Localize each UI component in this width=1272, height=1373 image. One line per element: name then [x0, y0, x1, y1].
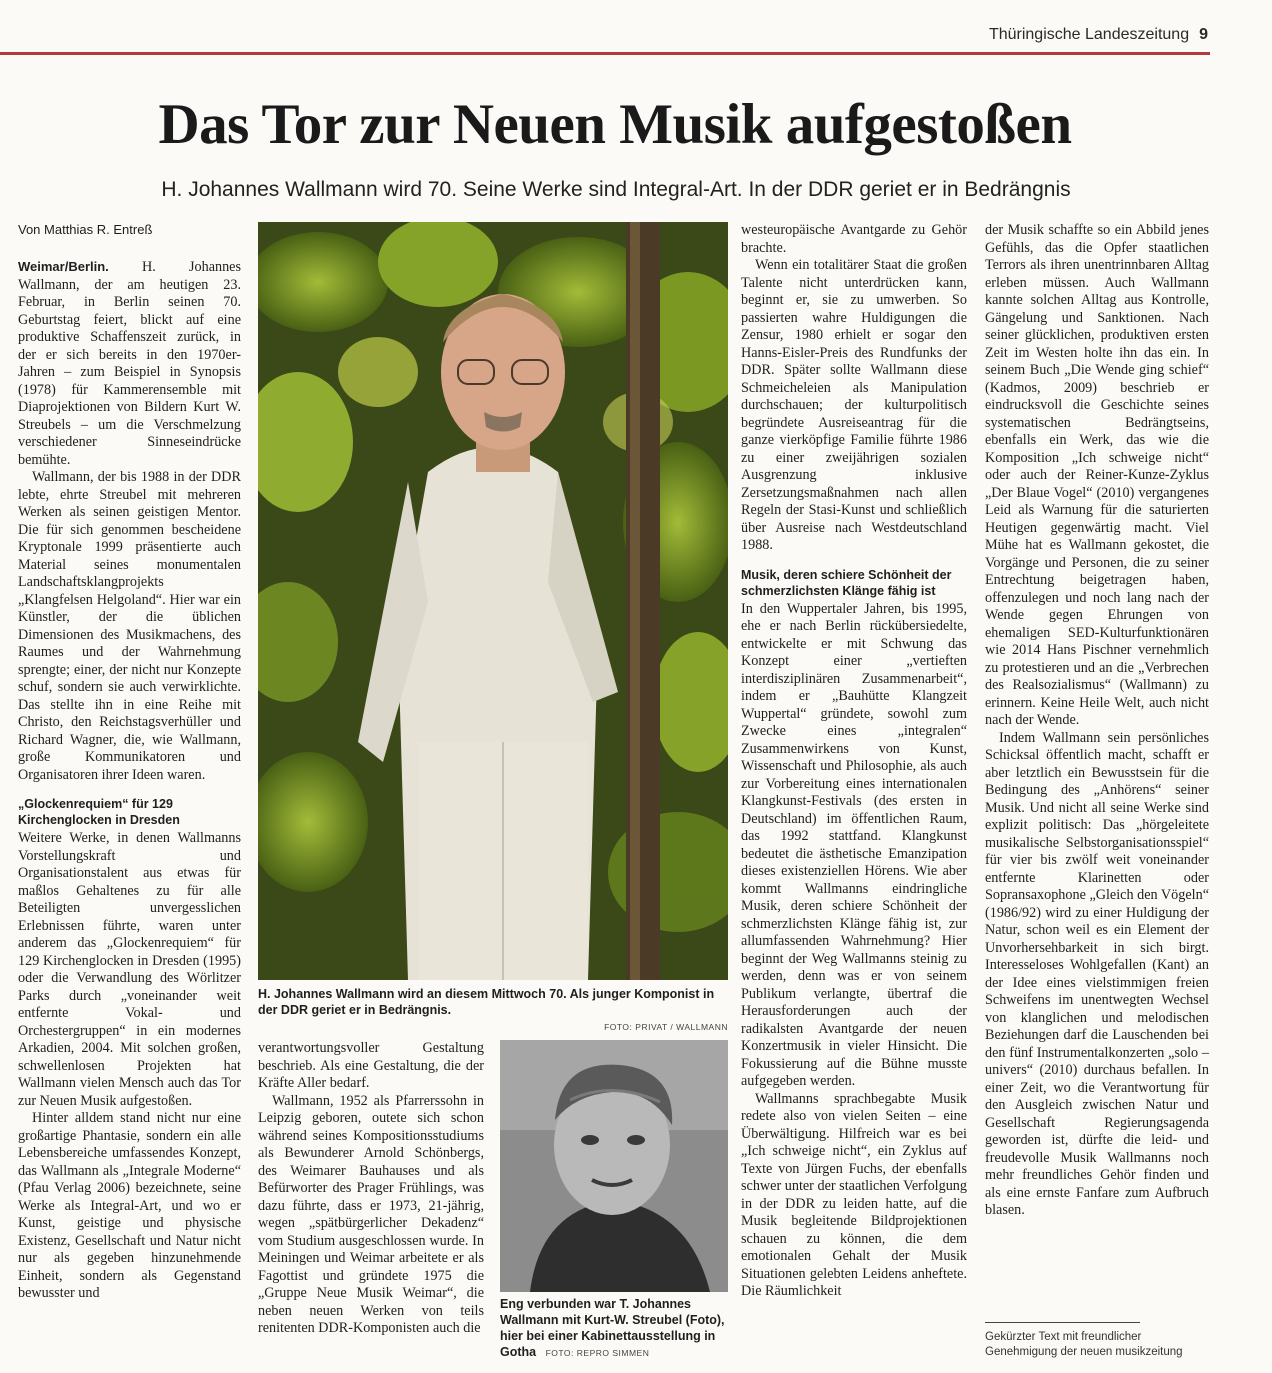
caption-text: Eng verbunden war T. Johannes Wallmann mit Kurt-W. Streubel (Foto), hier bei einer Kabinettausstellung in Gotha [500, 1297, 725, 1359]
paragraph: Wenn ein totalitärer Staat die großen Talente nicht unterdrücken kann, beginnt er, sie zu umwerben. So passierten wahre Huldigungen die Zensur, 1980 erhielt er sogar den Hanns-Eisler-Preis des Rundfunks der DDR. Später sollte Wallmann diese Schmeicheleien als Manipulation durchschauen; der kulturpolitisch begründete Ausreiseantrag für die ganze vierköpfige Familie führte 1986 zu einer zweijährigen sozialen Ausgrenzung inklusive Zersetzungsmaßnahmen nach allen Regeln der Stasi-Kunst und schließlich über Ausreise nach Westdeutschland 1988. [741, 257, 967, 553]
column-2 [258, 1040, 484, 1338]
streubel-photo-caption [500, 1296, 728, 1361]
main-photo [258, 222, 728, 980]
paragraph: Indem Wallmann sein persönliches Schicksal öffentlich macht, schafft er aber letztlich ein Bewusstsein für die Bedingung des „Anhörens“ seiner Musik. Und nicht all seine Werke sind explizit politisch: Das „hörgeleitete musikalische Selbstorganisationsspiel“ für vier bis zwölf weit voneinander entfernte Klarinetten oder Sopransaxophone „Gleich den Vögeln“ (1986/92) wird zu einer Huldigung der Natur, schon weil es ein Element der Unvorhersehbarkeit in sich birgt. Interesseloses Wohlgefallen (Kant) an der Idee eines vielstimmigen freien Schweifens im unentwegten Wechsel von klanglichen und melodischen Beziehungen darf die Lauschenden bei den fünf Instrumentalkonzerten „solo – univers“ (2010) durchaus befallen. In einer Zeit, wo die Verantwortung für den Ausgleich zwischen Natur und Gesellschaft Regierungsagenda geworden ist, dürfte die leid- und freudevolle Musik Wallmanns noch mehr freundliches Gehör finden und als eine ernste Fanfare zum Aufbruch blasen. [985, 729, 1209, 1218]
headline: Das Tor zur Neuen Musik aufgestoßen [158, 93, 1072, 156]
streubel-photo [500, 1040, 728, 1292]
column-1 [18, 258, 241, 1303]
newspaper-name [989, 26, 1208, 44]
photo-credit: FOTO: REPRO SIMMEN [545, 1348, 650, 1358]
paragraph: Wallmann, 1952 als Pfarrerssohn in Leipzig geboren, outete sich schon während seines Kompositionsstudiums als Bewunderer Arnold Schönbergs, des Weimarer Bauhauses und als Befürworter des Prager Frühlings, was dazu führte, dass er 1973, 21-jährig, wegen „spätbürgerlicher Dekadenz“ vom Studium ausgeschlossen wurde. In Meiningen und Weimar arbeitete er als Fagottist und gründete 1975 die „Gruppe Neue Musik Weimar“, die neben neuen Werken von teils renitenten DDR-Komponisten auch die [258, 1092, 484, 1336]
paragraph: Weitere Werke, in denen Wallmanns Vorstellungskraft und Organisationstalent aus etwas für maßlos Gehaltenes zu für alle Beteiligten unvergesslichen Erlebnissen führte, waren unter anderem das „Glockenrequiem“ für 129 Kirchenglocken in Dresden (1995) oder die Verwandlung des Wörlitzer Parks durch „voneinander weit entfernte Vokal- und Orchestergruppen“ in ein modernes Arkadien, 2004. Mit solchen großen, schwellenlosen Projekten hat Wallmann vielen Mensch auch das Tor zur Neuen Musik aufgestoßen. [18, 830, 241, 1109]
dateline: Weimar/Berlin. [18, 259, 109, 274]
subheadline: H. Johannes Wallmann wird 70. Seine Werke sind Integral-Art. In der DDR geriet er in Bedrängnis [161, 178, 1071, 201]
portrait-illustration [258, 222, 728, 980]
section-subheading: Musik, deren schiere Schönheit der schmerzlichsten Klänge fähig ist [741, 567, 952, 598]
paragraph: Hinter alldem stand nicht nur eine großartige Phantasie, sondern ein alle Lebensbereiche umfassendes Konzept, das Wallmann als „Integrale Moderne“ (Pfau Verlag 2006) bezeichnete, seine Werke als Integral-Art, und wo er Kunst, geistige und physische Existenz, Gesellschaft und Natur nicht nur als gegeben hinzunehmende Einheit, sondern als Gegenstand bewusster und [18, 1110, 241, 1301]
paragraph: Wallmann, der bis 1988 in der DDR lebte, ehrte Streubel mit mehreren Werken als seinen geistigen Mentor. Die für sich genommen bescheidene Kryptonale 1999 präsentierte auch Material seines monumentalen Landschaftsklangprojekts „Klangfelsen Helgoland“. Hier war ein Künstler, der die üblichen Dimensionen des Musikmachens, des Raumes und der Wahrnehmung sprengte; einer, der nicht nur Konzepte schuf, sondern sie auch verwirklichte. Das stellte ihn in eine Reihe mit Christo, den Reichstagsverhüller und Richard Wagner, die, wie Wallmann, große Kommunikatoren und Organisatoren ihrer Ideen waren. [18, 469, 241, 783]
photo-credit: FOTO: PRIVAT / WALLMANN [604, 1022, 728, 1032]
top-edge [0, 0, 1210, 6]
byline: Von Matthias R. Entreß [18, 222, 153, 237]
paragraph: westeuropäische Avantgarde zu Gehör brachte. [741, 222, 967, 256]
paragraph: verantwortungsvoller Gestaltung beschrieb. Als eine Gestaltung, die der Kräfte Aller bedarf. [258, 1040, 484, 1091]
caption-text: H. Johannes Wallmann wird an diesem Mittwoch 70. Als junger Komponist in der DDR geriet er in Bedrängnis. [258, 987, 715, 1017]
main-photo-caption [258, 986, 728, 1035]
paragraph: In den Wuppertaler Jahren, bis 1995, ehe er nach Berlin rückübersiedelte, entwickelte er mit Schwung das Konzept einer „vertieften interdisziplinären Zusammenarbeit“, indem er „Bauhütte Klangzeit Wuppertal“ gründete, sowohl zum Zwecke eines „integralen“ Zusammenwirkens von Kunst, Wissenschaft und Philosophie, als auch zur Vorbereitung eines internationalen Klangkunst-Festivals (des ersten in Deutschland) im öffentlichen Raum, das 1992 stattfand. Klangkunst bedeutet die ästhetische Emanzipation dieses existenziellen Hörens. Wie aber kommt Wallmanns eindringliche Musik, deren schiere Schönheit der schmerzlichsten Klänge fähig ist, zur allumfassenden Wahrnehmung? Hier beginnt der Weg Wallmanns steinig zu werden, denn was er von seinem Publikum verlangte, übertraf die Herausforderungen auch der radikalsten Avantgarde der neuen Konzertmusik in vieler Hinsicht. Die Fokussierung auf die Bühne musste aufgegeben werden. [741, 600, 967, 1089]
page-number: 9 [1199, 26, 1208, 43]
header-rule [0, 52, 1210, 55]
paragraph [18, 258, 241, 469]
paragraph: der Musik schaffte so ein Abbild jenes Gefühls, das die Opfer staatlichen Terrors als ihren unentrinnbaren Alltag erleben müssen. Auch Wallmann kannte solchen Alltag aus Kontrolle, Gängelung und Sanktionen. Nach seiner glücklichen, produktiven ersten Zeit im Westen holte ihn das ein. In seinem Buch „Die Wende ging schief“ (Kadmos, 2009) beschrieb er eindrucksvoll die Geschichte seines systematischen Bedrängtseins, ebenfalls ein Werk, das wie die Komposition „Ich schweige nicht“ oder auch der Reiner-Kunze-Zyklus „Der Blaue Vogel“ (2010) vergangenes Leid als Warnung für die saturierten Heutigen gegenwärtig macht. Viel Mühe hat es Wallmann gekostet, die Vorgänge und Personen, die zu seiner Entrechtung beigetragen haben, offenzulegen und noch lang nach der Wende gegen Ehrungen von ehemaligen SED-Kulturfunktionären wie 2014 Hans Pischner vernehmlich zu protestieren und an die „Verbrechen des Realsozialismus“ (Wallmann) zu erinnern. Keine Heile Welt, auch nicht nach der Wende. [985, 222, 1209, 728]
paragraph-text: H. Johannes Wallmann, der am heutigen 23. Februar, in Berlin seinen 70. Geburtstag feiert, blickt auf eine produktive Schaffenszeit zurück, in der er sich bereits in den 1970er-Jahren – zum Beispiel in Synopsis (1978) für Kammerensemble mit Diaprojektionen von Bildern Kurt W. Streubels – um die Verschmelzung verschiedener Sinneseindrücke bemühte. [18, 259, 241, 468]
column-4 [985, 222, 1209, 1220]
column-3 [741, 222, 967, 1301]
bw-portrait-illustration [500, 1040, 728, 1292]
section-subheading: „Glockenrequiem“ für 129 Kirchenglocken in Dresden [18, 797, 180, 827]
footnote: Gekürzter Text mit freundlicher Genehmigung der neuen musikzeitung [985, 1331, 1183, 1358]
newspaper-title: Thüringische Landeszeitung [988, 26, 1190, 43]
footnote-rule [985, 1322, 1140, 1323]
paragraph: Wallmanns sprachbegabte Musik redete also von vielen Seiten – eine Überwältigung. Hilfreich war es bei „Ich schweige nicht“, ein Zyklus auf Texte von Jürgen Fuchs, der ebenfalls schwer unter der staatlichen Verfolgung in der DDR zu leiden hatte, auf die Musik begleitende Bildprojektionen schauen zu können, die dem emotionalen Gehalt der Musik Situationen gelebten Leidens anheftete. Die Räumlichkeit [741, 1090, 967, 1299]
